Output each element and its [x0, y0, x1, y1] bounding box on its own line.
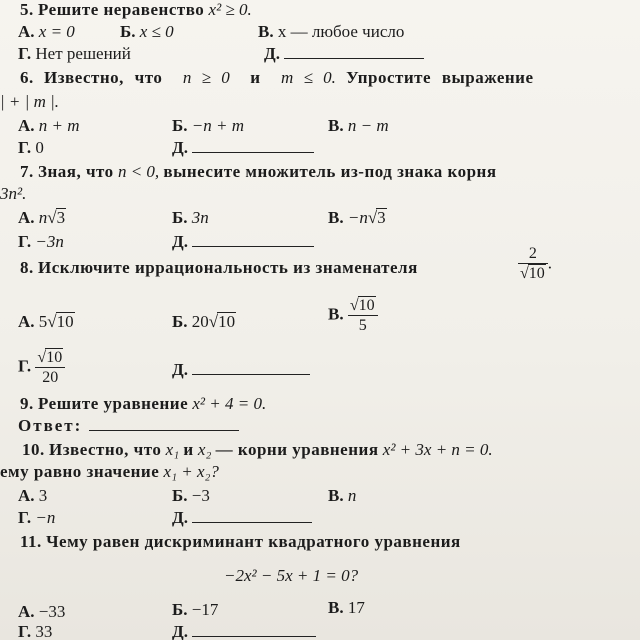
option-text: −n + m — [191, 116, 244, 135]
option-e — [172, 622, 316, 640]
option-label: Д. — [172, 622, 188, 640]
option-label: В. — [258, 22, 274, 41]
fraction — [35, 348, 65, 387]
conjunction: и — [250, 68, 261, 87]
math-expression: x₁ + x₂? — [163, 462, 219, 481]
fraction-denominator — [518, 263, 548, 283]
sqrt-icon: √ — [37, 349, 47, 366]
question-text: Чему равен дискриминант квадратного уравнения — [46, 532, 461, 551]
option-d — [18, 622, 52, 640]
option-label: Б. — [120, 22, 136, 41]
question-number: 11. — [20, 532, 42, 551]
answer-blank[interactable] — [192, 151, 314, 153]
math-variable: x₂ — [197, 440, 212, 459]
option-c — [328, 116, 389, 136]
answer-label: Ответ: — [18, 416, 83, 435]
option-b — [172, 116, 244, 136]
question-text: Решите уравнение — [38, 394, 189, 413]
question-text: Исключите иррациональность из знаменателя — [38, 258, 418, 277]
answer-blank[interactable] — [284, 57, 424, 59]
option-label: Г. — [18, 44, 32, 63]
option-label: А. — [18, 22, 35, 41]
option-label: Г. — [18, 622, 32, 640]
option-coefficient: −n — [347, 208, 368, 227]
answer-blank[interactable] — [192, 245, 314, 247]
option-d — [18, 508, 55, 528]
option-label: Б. — [172, 486, 188, 505]
option-label: Д. — [172, 360, 188, 379]
option-text: −3 — [191, 486, 210, 505]
option-coefficient: 20 — [191, 312, 209, 331]
option-text: x = 0 — [38, 22, 75, 41]
option-text: Нет решений — [35, 44, 131, 63]
q8-fraction: $\frac{2}{√10}$ . — [520, 245, 553, 282]
option-label: Г. — [18, 508, 32, 527]
option-label: В. — [328, 486, 344, 505]
option-label: А. — [18, 116, 35, 135]
answer-blank[interactable] — [192, 373, 310, 375]
option-e — [172, 138, 314, 158]
math-expression: x² ≥ 0. — [208, 0, 252, 19]
q7-expression — [0, 184, 26, 204]
option-text: n + m — [38, 116, 80, 135]
question-number: 9. — [20, 394, 34, 413]
radicand: 10 — [358, 297, 375, 314]
answer-blank[interactable] — [192, 635, 316, 637]
option-label: Б. — [172, 312, 188, 331]
option-label: В. — [328, 304, 344, 324]
q11-equation — [224, 566, 358, 586]
question-text-mid: — корни уравнения — [215, 440, 379, 459]
question-9 — [20, 394, 266, 414]
option-a — [18, 602, 65, 622]
radicand: 10 — [56, 312, 74, 331]
option-text: x — любое число — [277, 22, 405, 41]
math-condition: m ≤ 0. — [281, 68, 336, 87]
math-condition: n ≥ 0 — [182, 68, 230, 87]
sqrt-icon: √ — [349, 297, 359, 314]
option-label: А. — [18, 486, 35, 505]
math-condition: n < 0, — [117, 162, 160, 181]
option-e — [264, 44, 424, 64]
question-11 — [20, 532, 461, 552]
option-b — [172, 312, 236, 332]
option-text: n — [347, 486, 357, 505]
option-label: В. — [328, 208, 344, 227]
sqrt-icon: √ — [47, 312, 57, 331]
question-number: 5. — [20, 0, 34, 19]
option-label: Д. — [172, 138, 188, 157]
math-expression: 3n². — [0, 184, 27, 203]
fraction-numerator — [348, 296, 378, 315]
option-label: Г. — [18, 232, 32, 251]
option-label: А. — [18, 208, 35, 227]
radicand: 3 — [56, 208, 66, 227]
option-a — [18, 116, 80, 136]
option-text: 3n — [191, 208, 209, 227]
option-label: Д. — [264, 44, 280, 63]
option-b — [120, 22, 174, 42]
question-text: Известно, что — [44, 68, 163, 87]
question-number: 7. — [20, 162, 34, 181]
radicand: 3 — [377, 208, 386, 227]
option-label: Б. — [172, 600, 188, 619]
option-label: Г. — [18, 356, 32, 376]
option-b — [172, 600, 218, 620]
radicand: 10 — [528, 265, 545, 282]
option-label: Г. — [18, 138, 32, 157]
option-b — [172, 486, 210, 506]
question-number: 10. — [22, 440, 45, 459]
option-e — [172, 232, 314, 252]
question-number: 6. — [20, 68, 34, 87]
option-b — [172, 208, 209, 228]
question-8 — [20, 258, 418, 278]
question-6 — [20, 68, 534, 88]
option-a — [18, 312, 75, 332]
math-expression: | + | m |. — [0, 92, 60, 111]
answer-blank[interactable] — [192, 521, 312, 523]
question-10 — [22, 440, 493, 460]
option-text: 3 — [38, 486, 48, 505]
option-coefficient: 5 — [38, 312, 48, 331]
option-label: Д. — [172, 232, 188, 251]
option-a — [18, 22, 75, 42]
sqrt-icon: √ — [208, 312, 219, 331]
fraction — [348, 296, 378, 335]
option-d — [18, 44, 131, 64]
question-10-line2 — [0, 462, 219, 482]
fraction-numerator — [35, 348, 65, 367]
option-label: Б. — [172, 116, 188, 135]
option-text: −33 — [38, 602, 66, 621]
question-text-tail: вынесите множитель из-под знака корня — [163, 162, 497, 181]
question-number: 8. — [20, 258, 34, 277]
answer-blank[interactable] — [89, 429, 239, 431]
option-text: 17 — [347, 598, 365, 617]
question-text-tail: Упростите выражение — [346, 68, 534, 87]
option-c — [328, 296, 378, 335]
option-text: −17 — [191, 600, 219, 619]
question-text: Зная, что — [38, 162, 114, 181]
option-a — [18, 208, 66, 228]
radicand: 10 — [46, 349, 63, 366]
option-c — [328, 486, 356, 506]
question-text: Известно, что — [49, 440, 162, 459]
option-label: В. — [328, 598, 344, 617]
option-a — [18, 486, 47, 506]
sqrt-icon: √ — [47, 208, 57, 227]
question-text: ему равно значение — [0, 462, 160, 481]
conjunction: и — [183, 440, 194, 459]
option-text: 0 — [35, 138, 44, 157]
option-text: 33 — [35, 622, 53, 640]
option-text: −3n — [35, 232, 64, 251]
option-label: В. — [328, 116, 344, 135]
option-c — [258, 22, 404, 42]
q6-expression — [0, 92, 59, 112]
option-c — [328, 598, 365, 618]
option-d — [18, 138, 44, 158]
fraction-denominator: 5 — [348, 315, 378, 335]
option-label: А. — [18, 312, 35, 331]
option-label: Б. — [172, 208, 188, 227]
option-label: А. — [18, 602, 35, 621]
option-e — [172, 360, 310, 380]
math-expression: x² + 4 = 0. — [192, 394, 267, 413]
option-e — [172, 508, 312, 528]
fraction — [518, 244, 548, 283]
math-equation: −2x² − 5x + 1 = 0? — [224, 566, 359, 585]
sqrt-icon: √ — [367, 208, 378, 227]
math-variable: x₁ — [165, 440, 180, 459]
option-text: −n — [35, 508, 56, 527]
question-7 — [20, 162, 497, 182]
fraction-denominator: 20 — [35, 367, 65, 387]
answer-line — [18, 416, 239, 436]
fraction-numerator: 2 — [528, 245, 537, 262]
option-d — [18, 348, 65, 387]
option-d — [18, 232, 64, 252]
option-label: Д. — [172, 508, 188, 527]
option-text: x ≤ 0 — [139, 22, 174, 41]
option-text: n − m — [347, 116, 389, 135]
sqrt-icon: √ — [520, 265, 529, 282]
option-c — [328, 208, 387, 228]
option-coefficient: n — [38, 208, 48, 227]
radicand: 10 — [218, 312, 236, 331]
math-equation: x² + 3x + n = 0. — [382, 440, 493, 459]
question-text: Решите неравенство — [38, 0, 205, 19]
question-5 — [20, 0, 252, 20]
